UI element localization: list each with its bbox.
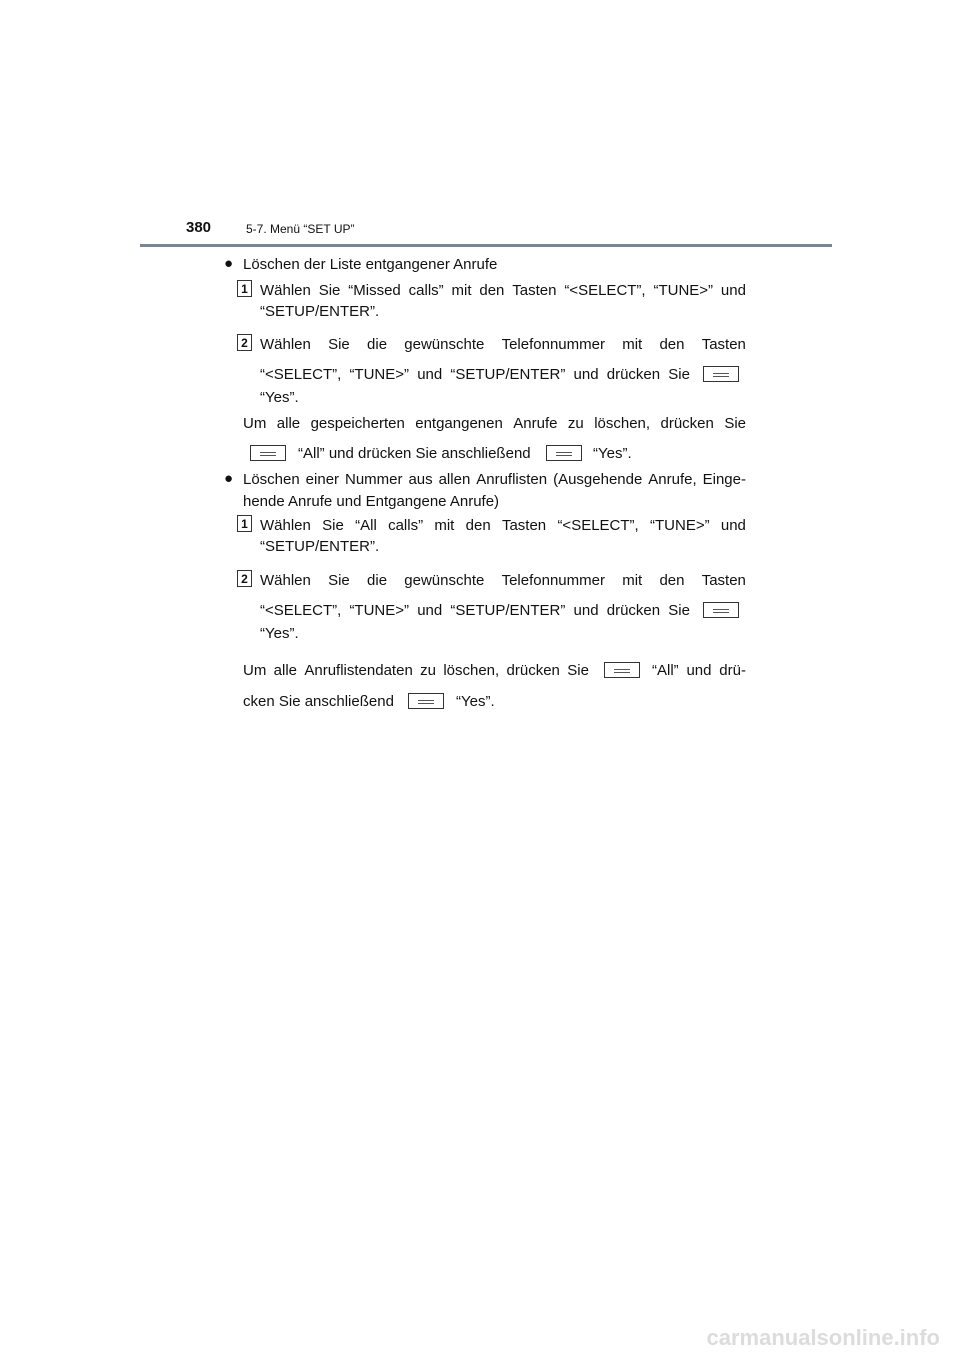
word: Löschen: [243, 471, 300, 488]
note-text: “Yes”.: [593, 445, 632, 462]
word: “<SELECT”,: [260, 602, 342, 619]
word: Anruflistendaten: [304, 662, 413, 679]
word: Sie: [724, 415, 746, 432]
word: entgangenen: [415, 415, 503, 432]
word: drü-: [719, 662, 746, 679]
word: alle: [273, 662, 298, 679]
word: Nummer: [344, 471, 403, 488]
word: alle: [276, 415, 301, 432]
block-title: hende Anrufe und Entgangene Anrufe): [243, 493, 500, 510]
word: und: [720, 517, 746, 534]
word: Wählen: [260, 572, 311, 589]
word: löschen,: [594, 415, 651, 432]
step-badge-2: 2: [237, 334, 252, 351]
word: Sie: [328, 572, 350, 589]
note-text: [243, 662, 589, 679]
note-text: “Yes”.: [456, 693, 495, 710]
step-text: [260, 572, 746, 589]
word: Um: [243, 662, 267, 679]
word: “SETUP/ENTER”: [450, 366, 566, 383]
word: Tasten: [512, 282, 557, 299]
word: “<SELECT”,: [557, 517, 639, 534]
word: Anruflisten: [476, 471, 548, 488]
page-number: 380: [186, 219, 212, 236]
header-rule: [140, 244, 832, 247]
word: “Missed: [348, 282, 401, 299]
word: die: [367, 572, 388, 589]
word: Sie: [668, 602, 690, 619]
word: mit: [434, 517, 455, 534]
word: “TUNE>”: [650, 517, 710, 534]
step-text: “Yes”.: [260, 389, 299, 406]
step-text: [260, 282, 746, 299]
block-title: Löschen der Liste entgangener Anrufe: [243, 256, 498, 273]
word: Um: [243, 415, 267, 432]
note-text: [652, 662, 746, 679]
word: Tasten: [701, 336, 746, 353]
bullet: ●: [224, 255, 234, 272]
step-badge-1: 1: [237, 515, 252, 532]
key-icon: [546, 445, 582, 461]
word: und: [720, 282, 746, 299]
block-title: [243, 471, 746, 488]
word: und: [417, 602, 443, 619]
word: Sie: [318, 282, 341, 299]
word: “TUNE>”: [349, 602, 410, 619]
step-badge-2: 2: [237, 570, 252, 587]
word: einer: [305, 471, 340, 488]
word: die: [367, 336, 388, 353]
step-text: [260, 517, 746, 534]
word: drücken: [506, 662, 560, 679]
word: “TUNE>”: [653, 282, 714, 299]
word: Anrufe: [513, 415, 558, 432]
word: Telefonnummer: [501, 336, 605, 353]
word: mit: [451, 282, 472, 299]
bullet: ●: [224, 470, 234, 487]
note-text: “All” und drücken Sie anschließend: [298, 445, 531, 462]
step-text: [260, 602, 690, 619]
word: “<SELECT”,: [564, 282, 646, 299]
word: Anrufe,: [648, 471, 697, 488]
word: den: [479, 282, 505, 299]
word: mit: [622, 336, 643, 353]
word: den: [659, 572, 685, 589]
word: “TUNE>”: [349, 366, 410, 383]
key-icon: [703, 602, 739, 618]
word: gewünschte: [404, 336, 485, 353]
word: zu: [420, 662, 436, 679]
word: Tasten: [701, 572, 746, 589]
word: Sie: [328, 336, 350, 353]
word: gespeicherten: [310, 415, 405, 432]
word: Wählen: [260, 282, 311, 299]
word: (Ausgehende: [553, 471, 643, 488]
word: Sie: [668, 366, 690, 383]
word: “All”: [652, 662, 679, 679]
word: drücken: [606, 602, 661, 619]
word: “<SELECT”,: [260, 366, 342, 383]
word: aus: [408, 471, 433, 488]
word: calls”: [388, 517, 424, 534]
word: drücken: [606, 366, 661, 383]
key-icon: [408, 693, 444, 709]
watermark: carmanualsonline.info: [706, 1325, 940, 1350]
word: allen: [438, 471, 471, 488]
word: mit: [622, 572, 643, 589]
note-text: cken Sie anschließend: [243, 693, 394, 710]
step-text: [260, 366, 690, 383]
word: und: [573, 366, 599, 383]
word: gewünschte: [404, 572, 485, 589]
word: Sie: [567, 662, 589, 679]
word: “All: [355, 517, 377, 534]
word: zu: [567, 415, 584, 432]
section-title: 5-7. Menü “SET UP”: [246, 222, 355, 236]
word: “SETUP/ENTER”: [450, 602, 566, 619]
step-text: “SETUP/ENTER”.: [260, 303, 380, 320]
key-icon: [604, 662, 640, 678]
word: und: [573, 602, 599, 619]
word: Telefonnummer: [501, 572, 605, 589]
word: calls”: [408, 282, 444, 299]
step-text: [260, 336, 746, 353]
word: Einge-: [702, 471, 746, 488]
word: und: [417, 366, 443, 383]
word: Tasten: [501, 517, 547, 534]
step-text: “SETUP/ENTER”.: [260, 538, 380, 555]
word: Wählen: [260, 336, 311, 353]
word: und: [686, 662, 712, 679]
word: Wählen: [260, 517, 311, 534]
key-icon: [703, 366, 739, 382]
word: den: [465, 517, 491, 534]
step-text: “Yes”.: [260, 625, 299, 642]
word: den: [659, 336, 685, 353]
word: drücken: [660, 415, 714, 432]
step-badge-1: 1: [237, 280, 252, 297]
word: Sie: [322, 517, 344, 534]
key-icon: [250, 445, 286, 461]
note-text: [243, 415, 746, 432]
word: löschen,: [443, 662, 500, 679]
